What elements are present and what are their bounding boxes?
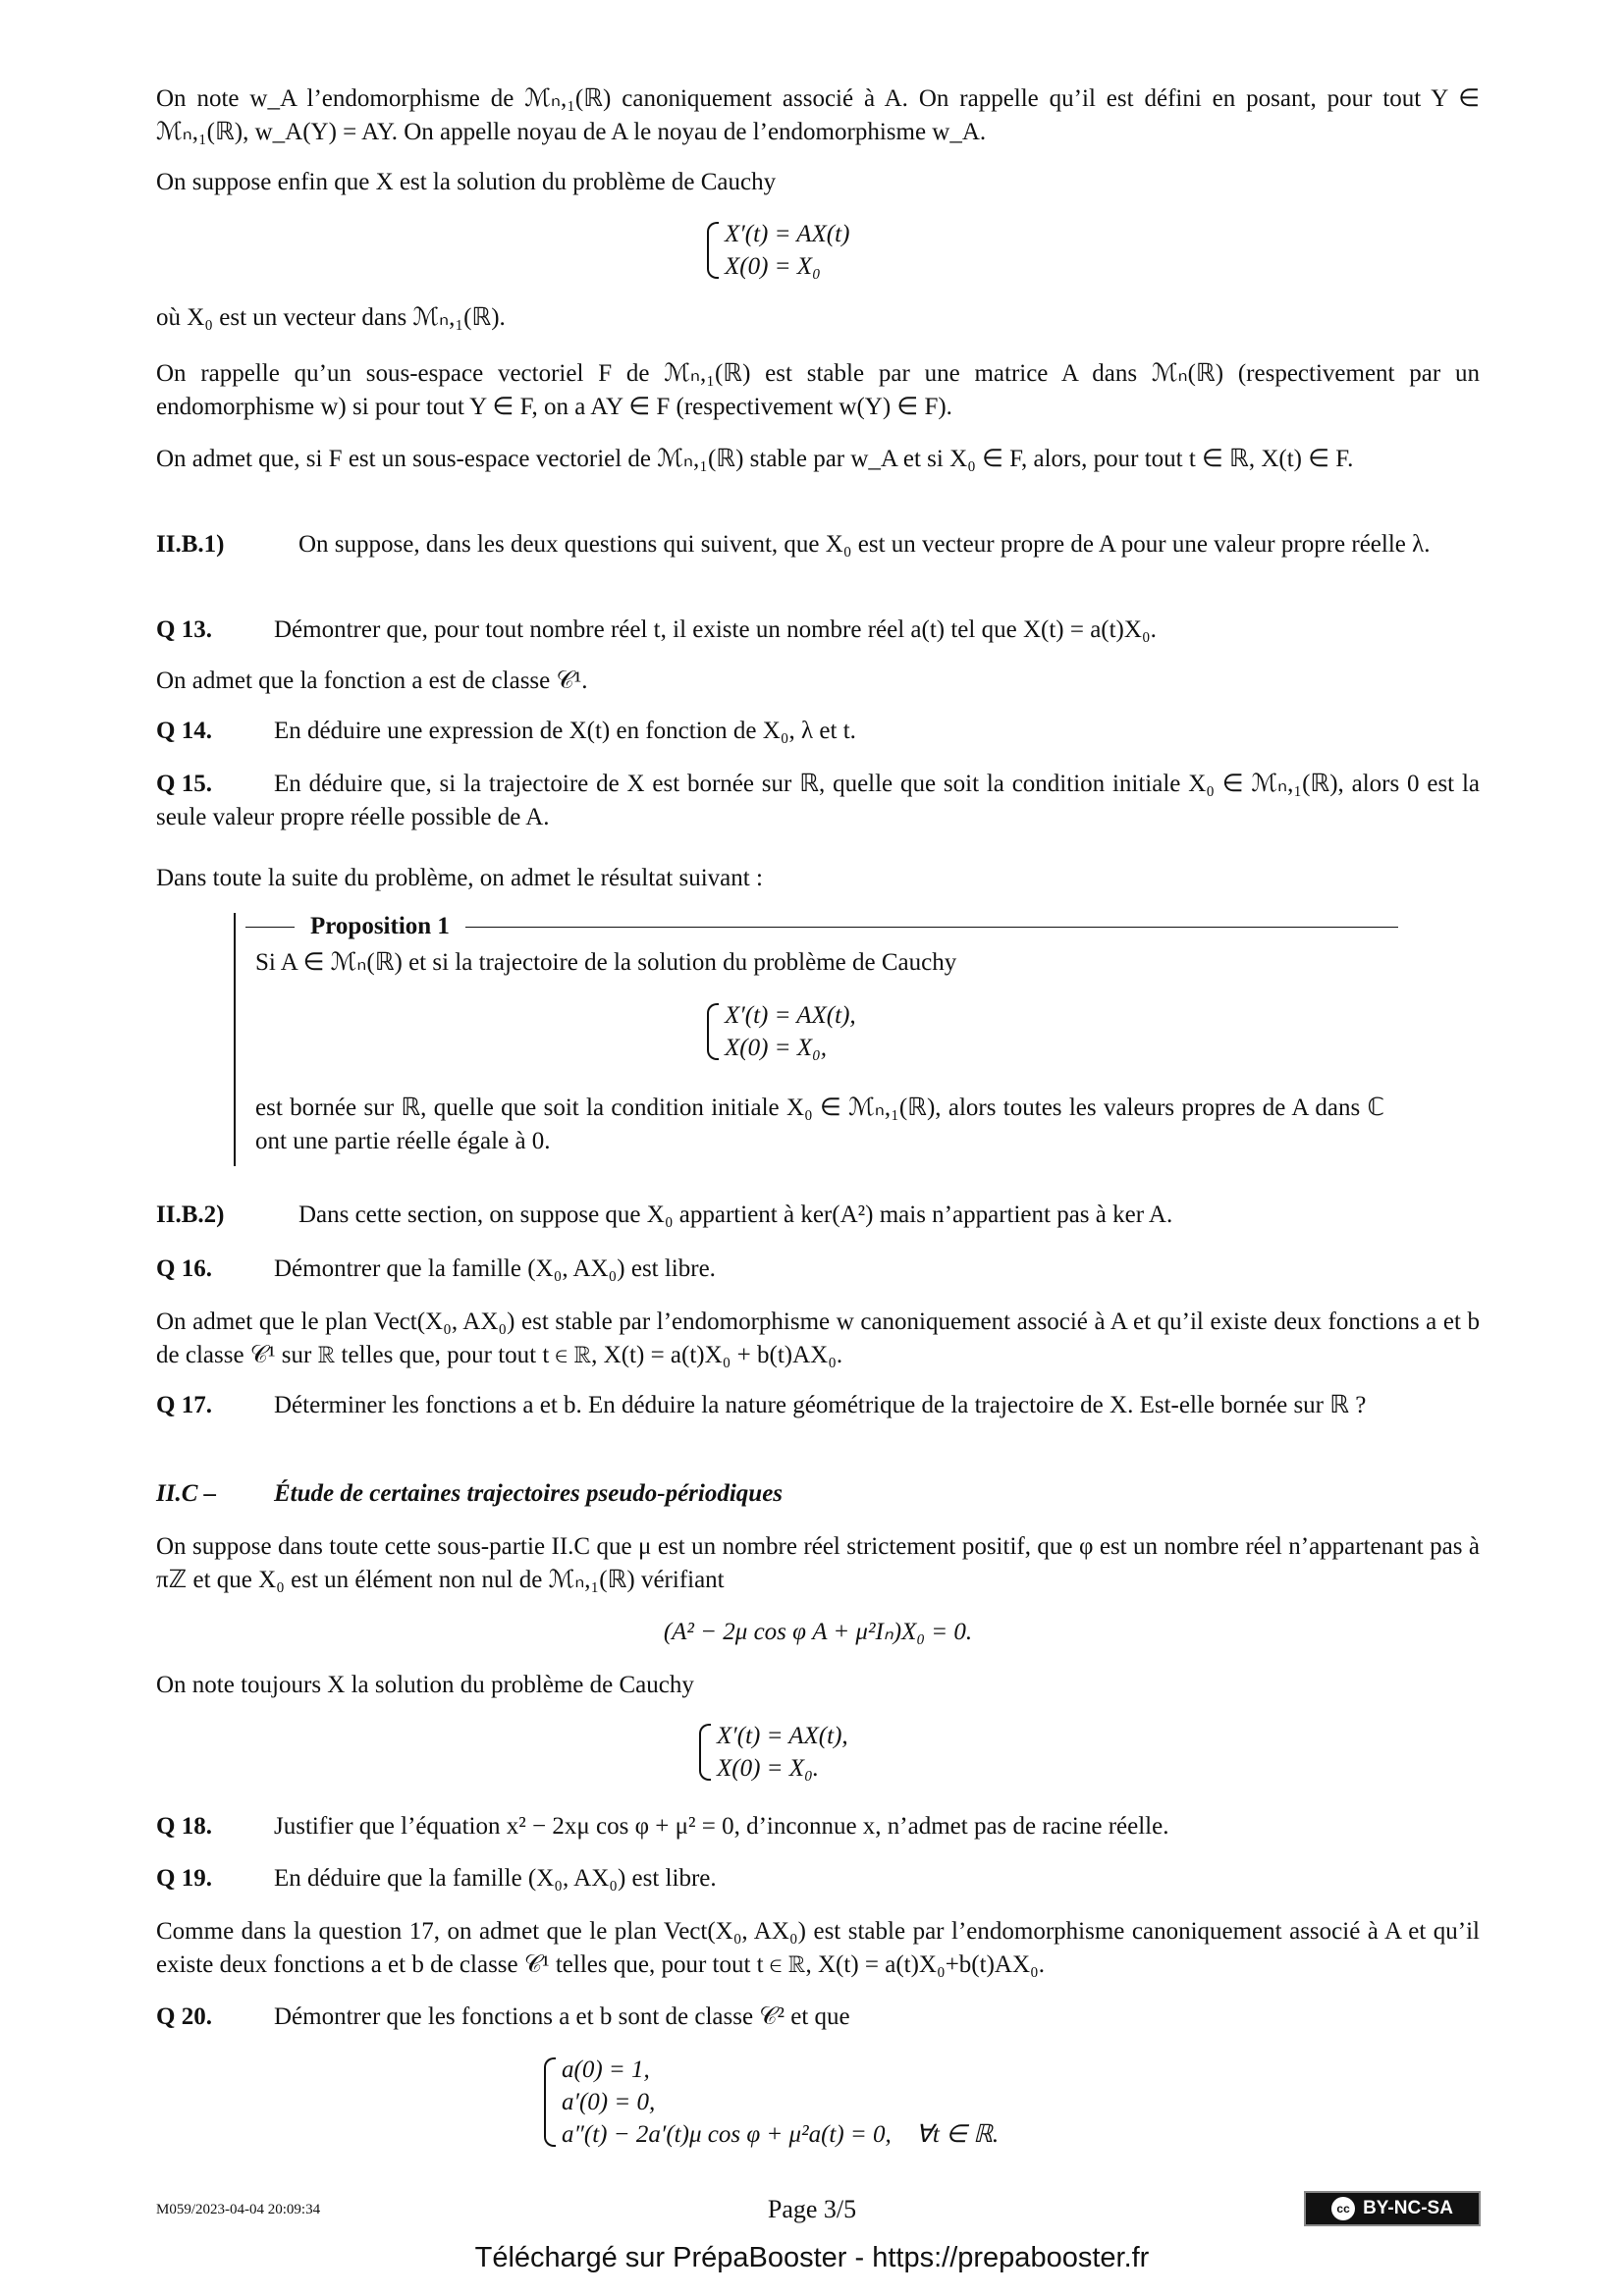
question-text: En déduire que la famille (X₀, AX₀) est libre. <box>274 1865 717 1892</box>
question-label: Q 17. <box>156 1392 212 1418</box>
question-15 <box>156 768 1480 834</box>
question-label: Q 18. <box>156 1813 212 1840</box>
equation: a′(0) = 0, <box>562 2089 656 2115</box>
paragraph: On rappelle qu’un sous-espace vectoriel F de ℳₙ,₁(ℝ) est stable par une matrice A dans ℳₙ(ℝ) (respectivement par un endomorphisme w) si pour tout Y ∈ F, on a AY ∈ F (respectivement w(Y) ∈ F). <box>156 360 1480 420</box>
equation: X′(t) = AX(t), <box>717 1723 848 1749</box>
equation: X(0) = X₀. <box>717 1755 820 1782</box>
question-16 <box>156 1253 1480 1286</box>
question-text: Déterminer les fonctions a et b. En déduire la nature géométrique de la trajectoire de X. Est-elle bornée sur ℝ ? <box>274 1392 1367 1418</box>
section-label: II.B.2) <box>156 1201 225 1228</box>
question-label: Q 16. <box>156 1255 212 1282</box>
question-18 <box>156 1810 1480 1843</box>
equation: X′(t) = AX(t) <box>725 221 850 247</box>
question-text: Justifier que l’équation x² − 2xμ cos φ + μ² = 0, d’inconnue x, n’admet pas de racine réelle. <box>274 1813 1169 1840</box>
cauchy-system <box>703 999 856 1064</box>
proposition-title: Proposition 1 <box>310 913 450 939</box>
creative-commons-icon: cc <box>1331 2197 1355 2220</box>
question-17 <box>156 1389 1480 1422</box>
proposition-text: est bornée sur ℝ, quelle que soit la condition initiale X₀ ∈ ℳₙ,₁(ℝ), alors toutes les valeurs propres de A dans ℂ ont une partie réelle égale à 0. <box>255 1095 1384 1154</box>
equation: (A² − 2μ cos φ A + μ²Iₙ)X₀ = 0. <box>663 1619 973 1645</box>
question-text: En déduire que, si la trajectoire de X est bornée sur ℝ, quelle que soit la condition initiale X₀ ∈ ℳₙ,₁(ℝ), alors 0 est la seule valeur propre réelle possible de A. <box>156 771 1480 830</box>
cauchy-system <box>703 218 849 283</box>
section-text: On suppose, dans les deux questions qui suivent, que X₀ est un vecteur propre de A pour une valeur propre réelle λ. <box>298 531 1431 558</box>
equation: X′(t) = AX(t), <box>725 1002 856 1029</box>
paragraph: Dans toute la suite du problème, on admet le résultat suivant : <box>156 865 763 891</box>
question-label: Q 20. <box>156 2003 212 2030</box>
section-iic <box>156 1477 1480 1511</box>
section-title: Étude de certaines trajectoires pseudo-périodiques <box>274 1480 784 1507</box>
paragraph: où X₀ est un vecteur dans ℳₙ,₁(ℝ). <box>156 304 506 331</box>
question-text: Démontrer que, pour tout nombre réel t, il existe un nombre réel a(t) tel que X(t) = a(t)X₀. <box>274 616 1157 643</box>
proposition-box <box>234 913 1398 1166</box>
question-20 <box>156 2001 1480 2034</box>
section-iib2 <box>156 1199 1480 1232</box>
paragraph: On suppose enfin que X est la solution du problème de Cauchy <box>156 169 777 195</box>
license-text: BY-NC-SA <box>1363 2198 1453 2218</box>
paragraph: Comme dans la question 17, on admet que le plan Vect(X₀, AX₀) est stable par l’endomorphisme canoniquement associé à A et qu’il existe deux fonctions a et b de classe 𝒞¹ telles que, pour tout t ∈ ℝ, X(t) = a(t)X₀+b(t)AX₀. <box>156 1918 1480 1978</box>
question-19 <box>156 1862 1480 1896</box>
question-label: Q 14. <box>156 718 212 744</box>
page-number: Page 3/5 <box>767 2195 857 2223</box>
proposition-text: Si A ∈ ℳₙ(ℝ) et si la trajectoire de la solution du problème de Cauchy <box>255 949 957 976</box>
section-text: Dans cette section, on suppose que X₀ appartient à ker(A²) mais n’appartient pas à ker A. <box>298 1201 1173 1228</box>
section-label: II.C – <box>156 1480 217 1507</box>
question-label: Q 13. <box>156 616 212 643</box>
document-id: M059/2023-04-04 20:09:34 <box>156 2202 321 2217</box>
differential-system <box>540 2054 999 2151</box>
cauchy-system <box>695 1720 848 1785</box>
paragraph: On admet que le plan Vect(X₀, AX₀) est stable par l’endomorphisme w canoniquement associé à A et qu’il existe deux fonctions a et b de classe 𝒞¹ sur ℝ telles que, pour tout t ∈ ℝ, X(t) = a(t)X₀ + b(t)AX₀. <box>156 1308 1480 1368</box>
paragraph: On admet que, si F est un sous-espace vectoriel de ℳₙ,₁(ℝ) stable par w_A et si X₀ ∈ F, alors, pour tout t ∈ ℝ, X(t) ∈ F. <box>156 446 1354 472</box>
paragraph: On note w_A l’endomorphisme de ℳₙ,₁(ℝ) canoniquement associé à A. On rappelle qu’il est défini en posant, pour tout Y ∈ ℳₙ,₁(ℝ), w_A(Y) = AY. On appelle noyau de A le noyau de l’endomorphisme w_A. <box>156 85 1480 145</box>
equation: X(0) = X₀ <box>725 253 821 280</box>
question-label: Q 19. <box>156 1865 212 1892</box>
question-text: Démontrer que les fonctions a et b sont de classe 𝒞² et que <box>274 2003 850 2030</box>
question-13 <box>156 614 1480 647</box>
paragraph: On note toujours X la solution du problème de Cauchy <box>156 1672 694 1698</box>
question-text: En déduire une expression de X(t) en fonction de X₀, λ et t. <box>274 718 856 744</box>
paragraph: On admet que la fonction a est de classe 𝒞¹. <box>156 667 588 694</box>
section-label: II.B.1) <box>156 531 225 558</box>
question-label: Q 15. <box>156 771 212 797</box>
paragraph: On suppose dans toute cette sous-partie II.C que μ est un nombre réel strictement positif, que φ est un nombre réel n’appartenant pas à πℤ et que X₀ est un élément non nul de ℳₙ,₁(ℝ) vérifiant <box>156 1533 1480 1593</box>
download-notice: Téléchargé sur PrépaBooster - https://prepabooster.fr <box>474 2242 1150 2273</box>
section-iib1 <box>156 528 1480 561</box>
equation: a(0) = 1, <box>562 2056 650 2083</box>
question-text: Démontrer que la famille (X₀, AX₀) est libre. <box>274 1255 716 1282</box>
equation: X(0) = X₀, <box>725 1035 828 1061</box>
equation: a″(t) − 2a′(t)μ cos φ + μ²a(t) = 0, ∀t ∈ ℝ. <box>562 2121 1000 2148</box>
question-14 <box>156 715 1480 748</box>
license-badge <box>1304 2191 1481 2226</box>
